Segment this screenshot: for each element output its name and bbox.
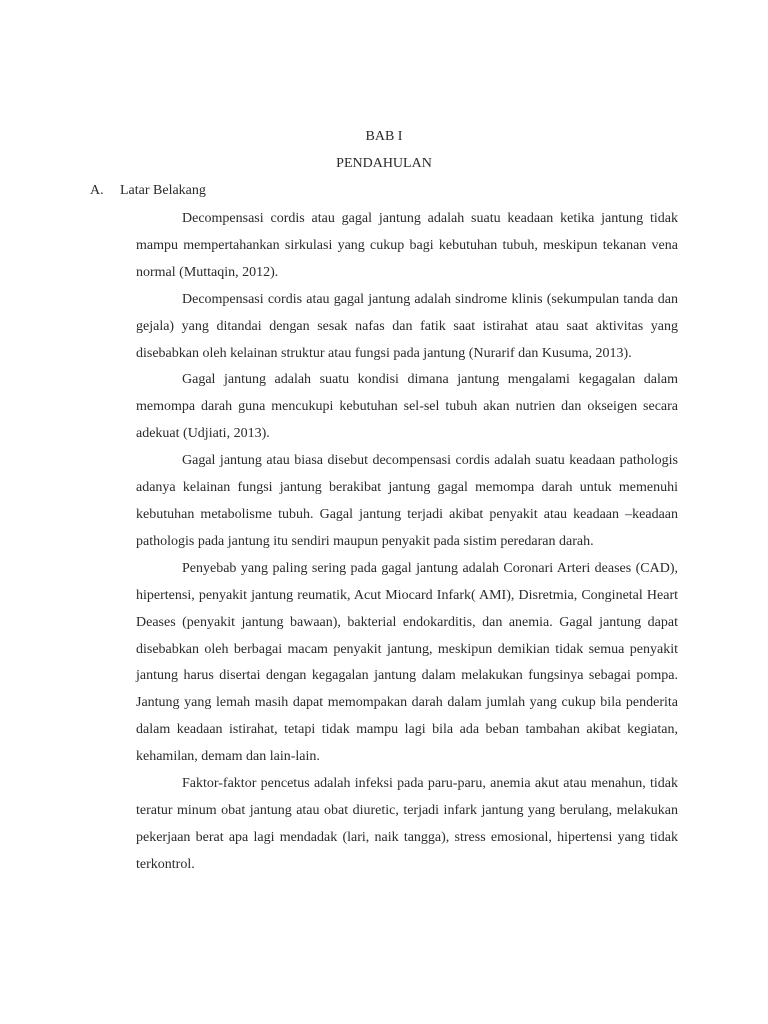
section-heading	[90, 182, 206, 200]
paragraph: Penyebab yang paling sering pada gagal jantung adalah Coronari Arteri deases (CAD), hipertensi, penyakit jantung reumatik, Acut Miocard Infark( AMI), Disretmia, Conginetal Heart Deases (penyakit jantung bawaan), bakterial endokarditis, dan anemia. Gagal jantung dapat disebabkan oleh berbagai macam penyakit jantung, meskipun demikian tidak semua penyakit jantung harus disertai dengan kegagalan jantung dalam melakukan fungsinya sebagai pompa. Jantung yang lemah masih dapat memompakan darah dalam jumlah yang cukup bila penderita dalam keadaan istirahat, tetapi tidak mampu lagi bila ada beban tambahan akibat kegiatan, kehamilan, demam dan lain-lain.	[136, 560, 678, 765]
section-letter: A.	[90, 183, 104, 198]
paragraph: Decompensasi cordis atau gagal jantung adalah suatu keadaan ketika jantung tidak mampu mempertahankan sirkulasi yang cukup bagi kebutuhan tubuh, meskipun tekanan vena normal (Muttaqin, 2012).	[136, 211, 678, 280]
body-text	[136, 206, 678, 879]
paragraph: Gagal jantung atau biasa disebut decompensasi cordis adalah suatu keadaan pathologis adanya kelainan fungsi jantung berakibat jantung gagal memompa darah untuk memenuhi kebutuhan metabolisme tubuh. Gagal jantung terjadi akibat penyakit atau keadaan –keadaan pathologis pada jantung itu sendiri maupun penyakit pada sistim peredaran darah.	[136, 453, 678, 549]
chapter-number: BAB I	[365, 129, 403, 144]
paragraph: Gagal jantung adalah suatu kondisi dimana jantung mengalami kegagalan dalam memompa darah guna mencukupi kebutuhan sel-sel tubuh akan nutrien dan okseigen secara adekuat (Udjiati, 2013).	[136, 372, 678, 442]
paragraph: Decompensasi cordis atau gagal jantung adalah sindrome klinis (sekumpulan tanda dan gejala) yang ditandai dengan sesak nafas dan fatik saat istirahat atau saat aktivitas yang disebabkan oleh kelainan struktur atau fungsi pada jantung (Nurarif dan Kusuma, 2013).	[136, 291, 678, 361]
chapter-title: PENDAHULAN	[336, 156, 432, 171]
section-title: Latar Belakang	[120, 183, 206, 198]
paragraph: Faktor-faktor pencetus adalah infeksi pada paru-paru, anemia akut atau menahun, tidak teratur minum obat jantung atau obat diuretic, terjadi infark jantung yang berulang, melakukan pekerjaan berat apa lagi mendadak (lari, naik tangga), stress emosional, hipertensi yang tidak terkontrol.	[136, 776, 678, 872]
